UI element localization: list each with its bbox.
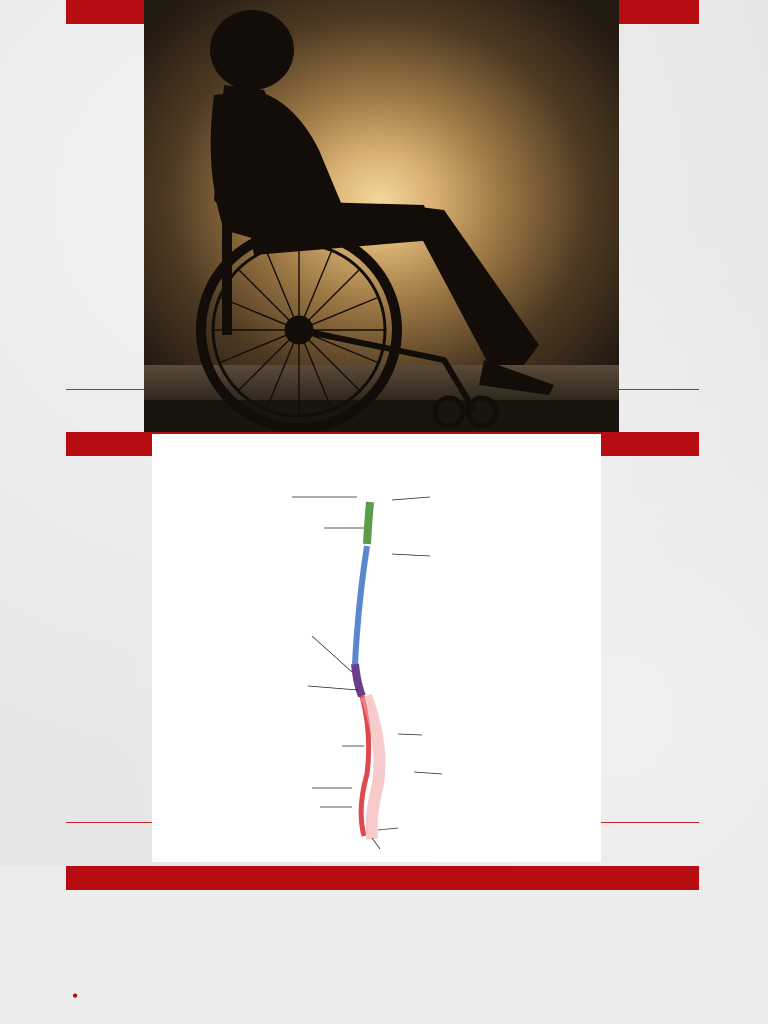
slide-medula-diagram <box>0 432 768 866</box>
silhouette-figure <box>144 0 619 432</box>
cervical-cord <box>367 502 370 544</box>
wheelchair-silhouette-photo <box>144 0 619 432</box>
slide-medula-text <box>0 866 768 1024</box>
slide-lesao-medular <box>0 0 768 432</box>
thoracic-cord <box>355 546 367 664</box>
spinal-diagram-svg <box>152 434 601 862</box>
bullet-dot: • <box>72 986 79 1006</box>
lumbar-cord <box>355 664 362 696</box>
spinal-cord-diagram <box>152 434 601 862</box>
slide-top-red-bar <box>66 866 699 890</box>
bullet-item <box>72 982 712 1010</box>
